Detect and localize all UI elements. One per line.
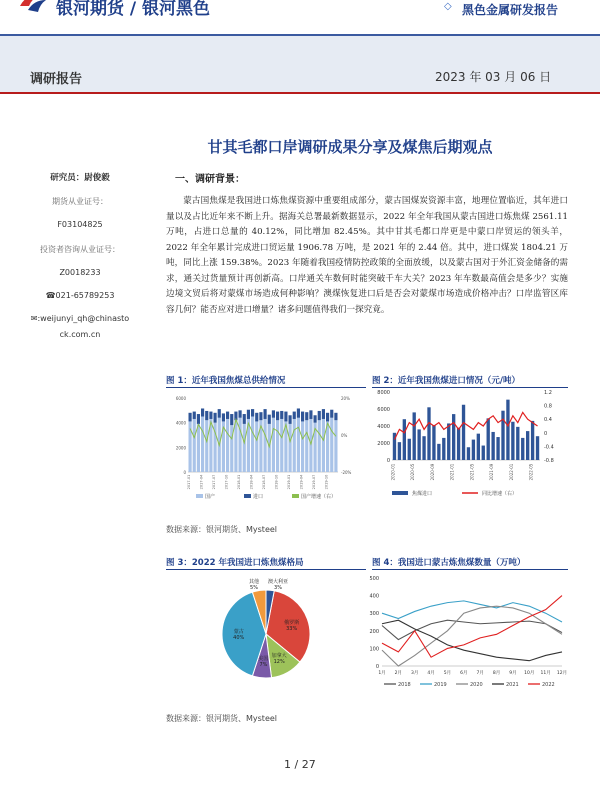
bar-coking-coal-import	[452, 414, 455, 460]
bar-import	[293, 412, 296, 419]
legend-label: 同比增速（右）	[482, 491, 518, 497]
bar-import	[259, 412, 262, 420]
legend-label: 2021	[506, 682, 519, 688]
bar-import	[314, 415, 317, 422]
legend-swatch	[292, 494, 299, 498]
x-tick-label: 2017-01	[187, 474, 192, 490]
bar-domestic	[201, 417, 204, 473]
series-line-2020	[382, 606, 562, 666]
series-line-2018	[382, 620, 562, 639]
contact-email-continued: ck.com.cn	[59, 330, 101, 339]
x-tick-label: 2018-04	[249, 474, 254, 490]
bar-domestic	[301, 421, 304, 472]
bar-coking-coal-import	[417, 429, 420, 460]
x-tick-label: 2017-04	[199, 474, 204, 490]
x-tick-label: 1月	[378, 671, 386, 676]
series-line-2019	[382, 601, 562, 622]
bar-import	[268, 415, 271, 424]
pie-value: 5%	[250, 585, 258, 591]
bar-coking-coal-import	[408, 439, 411, 460]
y2-tick-label: 0%	[341, 433, 348, 438]
bar-import	[301, 412, 304, 422]
pie-label: 加拿大	[271, 652, 287, 659]
bar-import	[214, 413, 217, 423]
pie-label: 俄罗斯	[284, 619, 300, 626]
y2-tick-label: 0.4	[544, 417, 552, 424]
bar-import	[239, 410, 242, 417]
bar-coking-coal-import	[472, 440, 475, 460]
x-tick-label: 3月	[411, 671, 419, 676]
pie-value: 40%	[233, 635, 245, 641]
bar-import	[272, 410, 275, 417]
report-type: 调研报告	[30, 72, 83, 87]
y2-tick-label: -20%	[341, 470, 352, 475]
bar-import	[334, 413, 337, 420]
bar-domestic	[255, 421, 258, 472]
bar-domestic	[251, 417, 254, 473]
figure-2-title: 图 2：近年我国焦煤进口情况（元/吨）	[372, 376, 520, 386]
x-tick-label: 2018-01	[237, 474, 242, 490]
x-tick-label: 2019-10	[324, 474, 329, 490]
bar-import	[284, 412, 287, 422]
y-tick-label: 400	[369, 593, 379, 600]
y-tick-label: 2000	[175, 445, 186, 451]
pie-label: 蒙古	[233, 629, 244, 635]
bar-domestic	[322, 419, 325, 472]
bar-import	[289, 415, 292, 424]
x-tick-label: 2018-10	[274, 474, 279, 490]
pie-label: 澳大利亚	[267, 579, 289, 585]
legend-label: 焦煤进口	[412, 491, 433, 497]
bar-import	[280, 411, 283, 419]
bar-domestic	[197, 424, 200, 472]
y-tick-label: 4000	[377, 424, 390, 430]
bar-domestic	[293, 419, 296, 472]
y-tick-label: 200	[369, 628, 379, 635]
y-tick-label: 100	[369, 646, 379, 653]
legend-label: 2018	[398, 682, 411, 688]
figure-3-title: 图 3：2022 年我国进口炼焦煤格局	[166, 558, 304, 568]
x-tick-label: 7月	[476, 671, 484, 676]
bar-coking-coal-import	[462, 405, 465, 460]
legend-label: 2020	[470, 682, 483, 688]
bar-coking-coal-import	[422, 436, 425, 460]
bar-domestic	[297, 418, 300, 472]
data-source: 数据来源：银河期货、Mysteel	[166, 525, 278, 534]
legend-swatch	[244, 494, 251, 498]
series-line-2021	[382, 620, 562, 660]
bar-domestic	[276, 420, 279, 472]
company-name: 银河期货 / 银河黑色	[56, 0, 211, 19]
bar-coking-coal-import	[506, 400, 509, 460]
bar-coking-coal-import	[501, 411, 504, 460]
bar-import	[247, 410, 250, 419]
bar-import	[326, 413, 329, 422]
bar-coking-coal-import	[413, 412, 416, 460]
bar-coking-coal-import	[496, 437, 499, 460]
invest-cert-label: 投资者咨询从业证号：	[40, 245, 120, 254]
bar-coking-coal-import	[521, 438, 524, 460]
bar-domestic	[243, 424, 246, 472]
x-tick-label: 2019-04	[299, 474, 304, 490]
bar-import	[209, 412, 212, 419]
bar-domestic	[289, 424, 292, 472]
contact-email: ✉:weijunyi_qh@chinasto	[30, 314, 130, 323]
y-tick-label: 6000	[175, 396, 186, 401]
data-source: 数据来源：银河期货、Mysteel	[166, 714, 278, 723]
x-tick-label: 12月	[556, 671, 568, 676]
page-number: 1 / 27	[284, 758, 316, 771]
bar-import	[201, 408, 204, 416]
bar-coking-coal-import	[516, 427, 519, 460]
x-tick-label: 2021-05	[469, 463, 475, 481]
x-tick-label: 10月	[524, 671, 535, 676]
bar-import	[276, 412, 279, 421]
bar-import	[309, 410, 312, 419]
bar-import	[226, 412, 229, 419]
bar-coking-coal-import	[482, 446, 485, 460]
bar-import	[318, 411, 321, 420]
bar-coking-coal-import	[427, 407, 430, 460]
bar-coking-coal-import	[487, 418, 490, 460]
invest-cert-number: Z0018233	[59, 268, 101, 277]
bar-import	[189, 413, 192, 422]
bar-coking-coal-import	[432, 425, 435, 460]
bar-coking-coal-import	[531, 421, 534, 460]
x-tick-label: 2020-09	[429, 463, 435, 481]
legend-label: 2022	[542, 682, 555, 688]
y2-tick-label: 1.2	[544, 390, 552, 396]
report-series-title: 黑色金属研发报告	[462, 3, 559, 17]
document-title: 甘其毛都口岸调研成果分享及煤焦后期观点	[207, 138, 493, 156]
bar-import	[297, 408, 300, 417]
figure-4-chart	[362, 572, 568, 694]
figure-1-chart	[166, 390, 364, 505]
x-tick-label: 5月	[443, 671, 452, 676]
bar-domestic	[205, 420, 208, 472]
x-tick-label: 2019-01	[287, 474, 292, 490]
x-tick-label: 2021-01	[449, 463, 455, 481]
bar-import	[222, 413, 225, 421]
bar-import	[197, 414, 200, 424]
legend-label: 2019	[434, 682, 447, 688]
section-heading: 一、调研背景：	[175, 174, 245, 185]
report-date: 2023 年 03 月 06 日	[435, 70, 552, 84]
pie-value: 7%	[259, 662, 268, 669]
bar-coking-coal-import	[447, 423, 450, 460]
bar-import	[230, 414, 233, 425]
legend-label: 进口	[253, 494, 264, 500]
y-tick-label: 0	[386, 458, 390, 464]
bar-import	[218, 409, 221, 418]
bar-import	[330, 410, 333, 418]
figure-3-chart	[166, 572, 364, 694]
figure-rule	[166, 387, 366, 388]
y2-tick-label: -0.4	[544, 444, 554, 451]
figure-rule	[166, 569, 366, 570]
y-tick-label: 500	[369, 576, 379, 582]
contact-phone: ☎021-65789253	[45, 291, 115, 300]
header-rule	[0, 92, 600, 94]
bar-coking-coal-import	[491, 432, 494, 460]
bar-domestic	[193, 419, 196, 472]
x-tick-label: 2019-07	[312, 474, 317, 490]
x-tick-label: 2017-10	[224, 474, 229, 490]
bar-coking-coal-import	[467, 447, 470, 460]
diamond-icon: ◇	[444, 1, 452, 12]
bar-domestic	[272, 418, 275, 472]
pie-value: 33%	[286, 625, 298, 632]
bar-coking-coal-import	[477, 434, 480, 460]
pie-value: 3%	[274, 585, 282, 591]
bar-import	[305, 412, 308, 420]
body-paragraph: 蒙古国焦煤是我国进口炼焦煤资源中重要组成部分，蒙古国煤炭资源丰富，地理位置临近，其年进口量以及占比近年来不断上升。据海关总署最新数据显示，2022 年全年我国从蒙古国进口炼焦煤 2561.11 万吨，占进口总量的 40.12%，同比增加 82.45%。其中甘其毛都口岸更是中蒙口岸贸运的领头羊，2022 年全年累计完成进口贸运量 1906.78 万吨，是 2021 年的 2.44 倍。其中，进口煤炭 1804.21 万吨，同比上涨 159.38%。2023 年随着我国疫情防控政策的全面放缓，以及蒙古国对于外汇资金储备的需求，通关过货量预计再创新高。口岸通关车数何时能突破千车大关？2023 年车数最高值会是多少？实施边境文贸后将对蒙煤市场造成何种影响？澳煤恢复进口后是否会对蒙煤市场造成价格冲击？口岸监管区库容几何？能否应对进口增量？诸多问题值得我们一探究竟。	[166, 196, 568, 315]
bar-import	[251, 409, 254, 416]
bar-coking-coal-import	[403, 419, 406, 460]
bar-coking-coal-import	[511, 422, 514, 460]
bar-domestic	[234, 420, 237, 472]
x-tick-label: 2018-07	[262, 474, 267, 490]
y-tick-label: 4000	[175, 420, 186, 426]
bar-domestic	[264, 419, 267, 472]
bar-import	[322, 409, 325, 419]
figure-4-title: 图 4：我国进口蒙古炼焦煤数量（万吨）	[372, 558, 526, 568]
researcher-name: 研究员：尉俊毅	[50, 173, 110, 183]
y2-tick-label: 0	[544, 430, 548, 437]
x-tick-label: 2022-05	[528, 463, 534, 481]
bar-coking-coal-import	[526, 431, 529, 460]
bar-import	[193, 412, 196, 419]
bar-coking-coal-import	[437, 444, 440, 460]
legend-label: 国产	[205, 494, 216, 500]
figure-2-chart	[372, 390, 568, 505]
x-tick-label: 2020-05	[410, 463, 416, 481]
figure-1-title: 图 1：近年我国焦煤总供给情况	[166, 376, 286, 386]
futures-cert-label: 期货从业证号：	[52, 197, 108, 206]
y2-tick-label: -0.8	[544, 458, 554, 464]
bar-import	[205, 411, 208, 420]
x-tick-label: 8月	[492, 671, 501, 676]
header-rule	[0, 34, 600, 36]
y2-tick-label: 0.8	[544, 403, 552, 410]
bar-coking-coal-import	[442, 438, 445, 460]
y-tick-label: 6000	[377, 407, 390, 413]
y-tick-label: 8000	[377, 390, 390, 396]
x-tick-label: 2022-01	[508, 463, 514, 481]
bar-coking-coal-import	[536, 436, 539, 460]
bar-domestic	[305, 420, 308, 472]
bar-import	[255, 413, 258, 422]
legend-label: 国产增速（右）	[301, 494, 337, 500]
x-tick-label: 2020-01	[390, 463, 396, 481]
bar-domestic	[226, 419, 229, 472]
pie-label: 其他	[248, 579, 260, 585]
galaxy-logo-icon	[18, 0, 48, 14]
x-tick-label: 11月	[540, 671, 551, 676]
y-tick-label: 0	[375, 664, 379, 670]
x-tick-label: 4月	[427, 671, 435, 676]
bar-domestic	[280, 419, 283, 472]
y2-tick-label: 20%	[341, 396, 350, 401]
pie-label: 美国	[258, 656, 269, 663]
y-tick-label: 0	[183, 470, 186, 475]
bar-coking-coal-import	[398, 442, 401, 460]
bar-domestic	[330, 418, 333, 472]
x-tick-label: 2017-07	[212, 474, 217, 490]
series-line-yoy	[394, 412, 537, 439]
futures-cert-number: F03104825	[57, 220, 103, 229]
x-tick-label: 9月	[509, 671, 517, 676]
y-tick-label: 300	[369, 611, 379, 618]
pie-value: 12%	[273, 658, 285, 665]
x-tick-label: 6月	[460, 671, 468, 676]
bar-import	[243, 414, 246, 424]
figure-rule	[372, 387, 568, 388]
legend-swatch	[196, 494, 203, 498]
bar-import	[264, 409, 267, 419]
y-tick-label: 2000	[377, 441, 390, 447]
legend-swatch	[392, 491, 408, 495]
x-tick-label: 2月	[394, 671, 403, 676]
figure-rule	[372, 569, 568, 570]
bar-domestic	[318, 420, 321, 472]
x-tick-label: 2021-09	[489, 463, 495, 481]
bar-domestic	[334, 420, 337, 472]
bar-coking-coal-import	[457, 428, 460, 460]
